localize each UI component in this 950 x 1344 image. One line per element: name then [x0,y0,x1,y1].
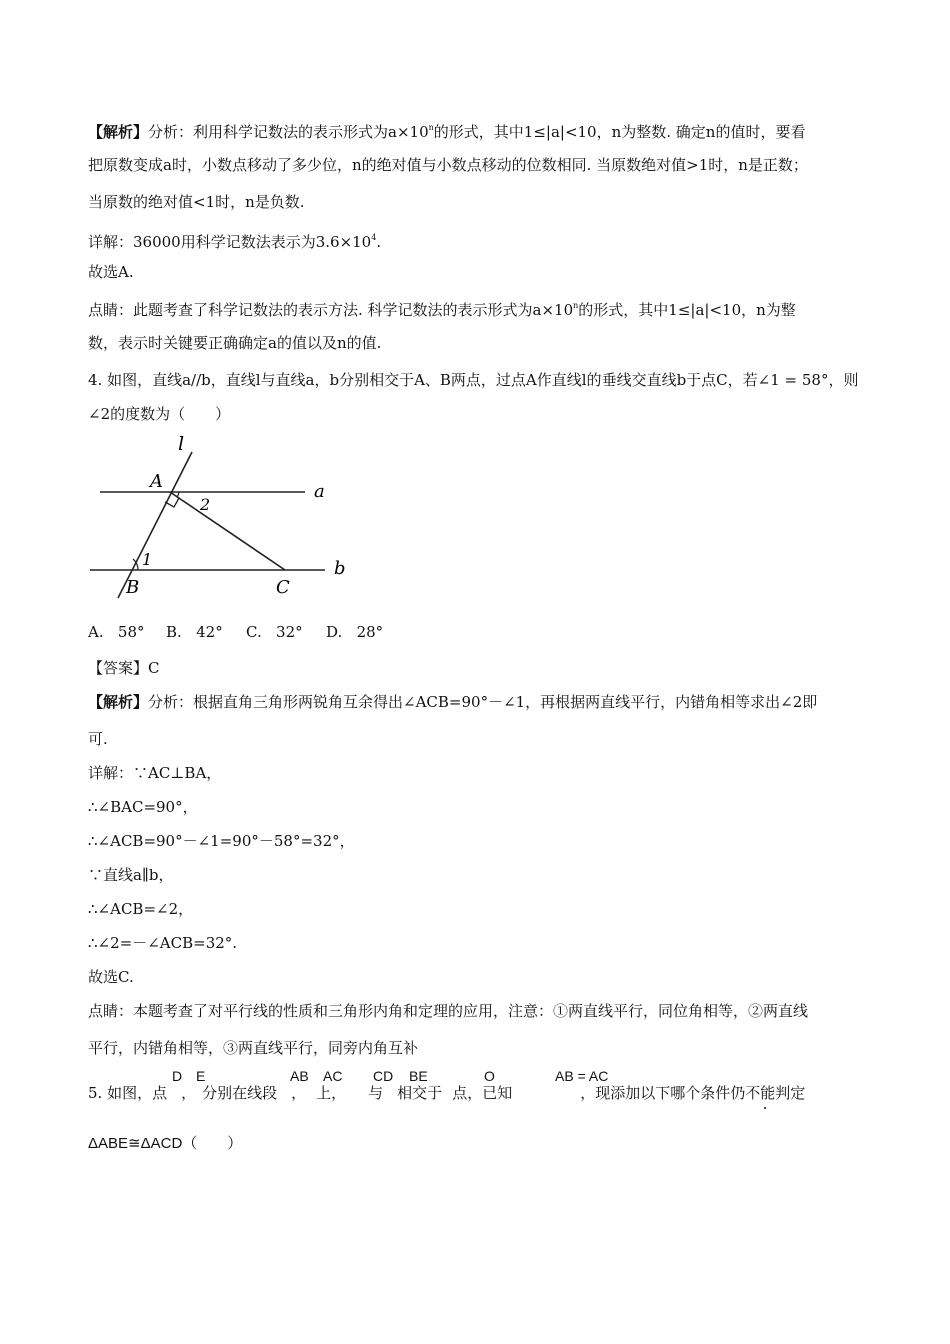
q4-step-4: ∵直线a∥b， [88,866,174,884]
q4-analysis-line-1: 【解析】分析：根据直角三角形两锐角互余得出∠ACB=90°－∠1，再根据两直线平行，内错角相等求出∠2即 [88,693,818,711]
q4-step-3: ∴∠ACB=90°－∠1=90°－58°=32°， [88,832,355,850]
q4-step-2: ∴∠BAC=90°， [88,798,198,816]
q4-comment-line-1: 点睛：本题考查了对平行线的性质和三角形内角和定理的应用，注意：①两直线平行，同位角相等，②两直线 [88,1002,809,1020]
q5-over-O: O [484,1068,495,1084]
q5-over-eq: AB = AC [555,1068,609,1084]
q5-over-BE: BE [409,1068,428,1084]
prev-comment-line-2: 数，表示时关键要正确确定a的值以及n的值. [88,334,382,352]
prev-comment-line-1: 点睛：此题考查了科学记数法的表示方法. 科学记数法的表示形式为$a\times 10^n$的形式，其中1≤|a|<10，n为整 [88,301,796,319]
option-a: A. 58° [88,623,145,641]
q4-answer: 【答案】C [88,659,160,677]
q4-stem-line-1: 4. 如图，直线a//b，直线l与直线a，b分别相交于A、B两点，过点A作直线l的垂线交直线b于点C，若∠1 = 58°，则 [88,371,859,389]
q5-stem-line-2: ΔABE≅ΔACD（ ） [88,1135,243,1152]
prev-analysis-line-3: 当原数的绝对值<1时，n是负数. [88,193,305,211]
segment-ac [170,492,285,570]
q4-step-6: ∴∠2=－∠ACB=32°. [88,934,238,952]
prev-analysis-line-2: 把原数变成a时，小数点移动了多少位，n的绝对值与小数点移动的位数相同. 当原数绝对值>1时，n是正数； [88,156,808,174]
q5-over-D: D [172,1068,183,1084]
q5-over-AC: AC [323,1068,343,1084]
q4-step-5: ∴∠ACB=∠2， [88,900,194,918]
q5-over-AB: AB [290,1068,309,1084]
prev-analysis-line-1: 【解析】分析：利用科学记数法的表示形式为$a\times 10^n$的形式，其中1≤|a|<10，n为整数. 确定n的值时，要看 [88,123,806,141]
q4-figure [80,430,360,610]
option-d: D. 28° [326,623,384,641]
right-angle-mark [165,498,179,507]
prev-choice: 故选A. [88,263,134,281]
q4-choice: 故选C. [88,968,134,986]
option-c: C. 32° [246,623,303,641]
q4-comment-line-2: 平行，内错角相等，③两直线平行，同旁内角互补 [88,1039,419,1057]
q4-stem-line-2: ∠2的度数为（ ） [88,405,231,423]
label-b: b [334,558,346,579]
q5-over-E: E [196,1068,206,1084]
prev-detail: 详解：36000用科学记数法表示为$3.6\times 10^4$. [88,233,382,251]
label-l: l [178,433,185,455]
q5-stem-line-1: 5. 如图，点 ， 分别在线段 ， 上， 与 相交于 点，已知 ，现添加以下哪个条件仍不能判定 [88,1084,806,1102]
q4-analysis-line-2: 可. [88,730,108,748]
q5-over-CD: CD [373,1068,394,1084]
label-A: A [150,471,163,492]
label-C: C [276,577,290,598]
label-a: a [314,481,325,502]
analysis-tag: 【解析】 [88,123,149,141]
label-B: B [126,577,140,598]
option-b: B. 42° [166,623,223,641]
label-2: 2 [200,495,211,514]
q5-emphasis: 仍不能判定 [730,1084,806,1102]
q4-step-1: 详解：∵AC⊥BA， [88,764,222,782]
label-1: 1 [142,550,153,569]
